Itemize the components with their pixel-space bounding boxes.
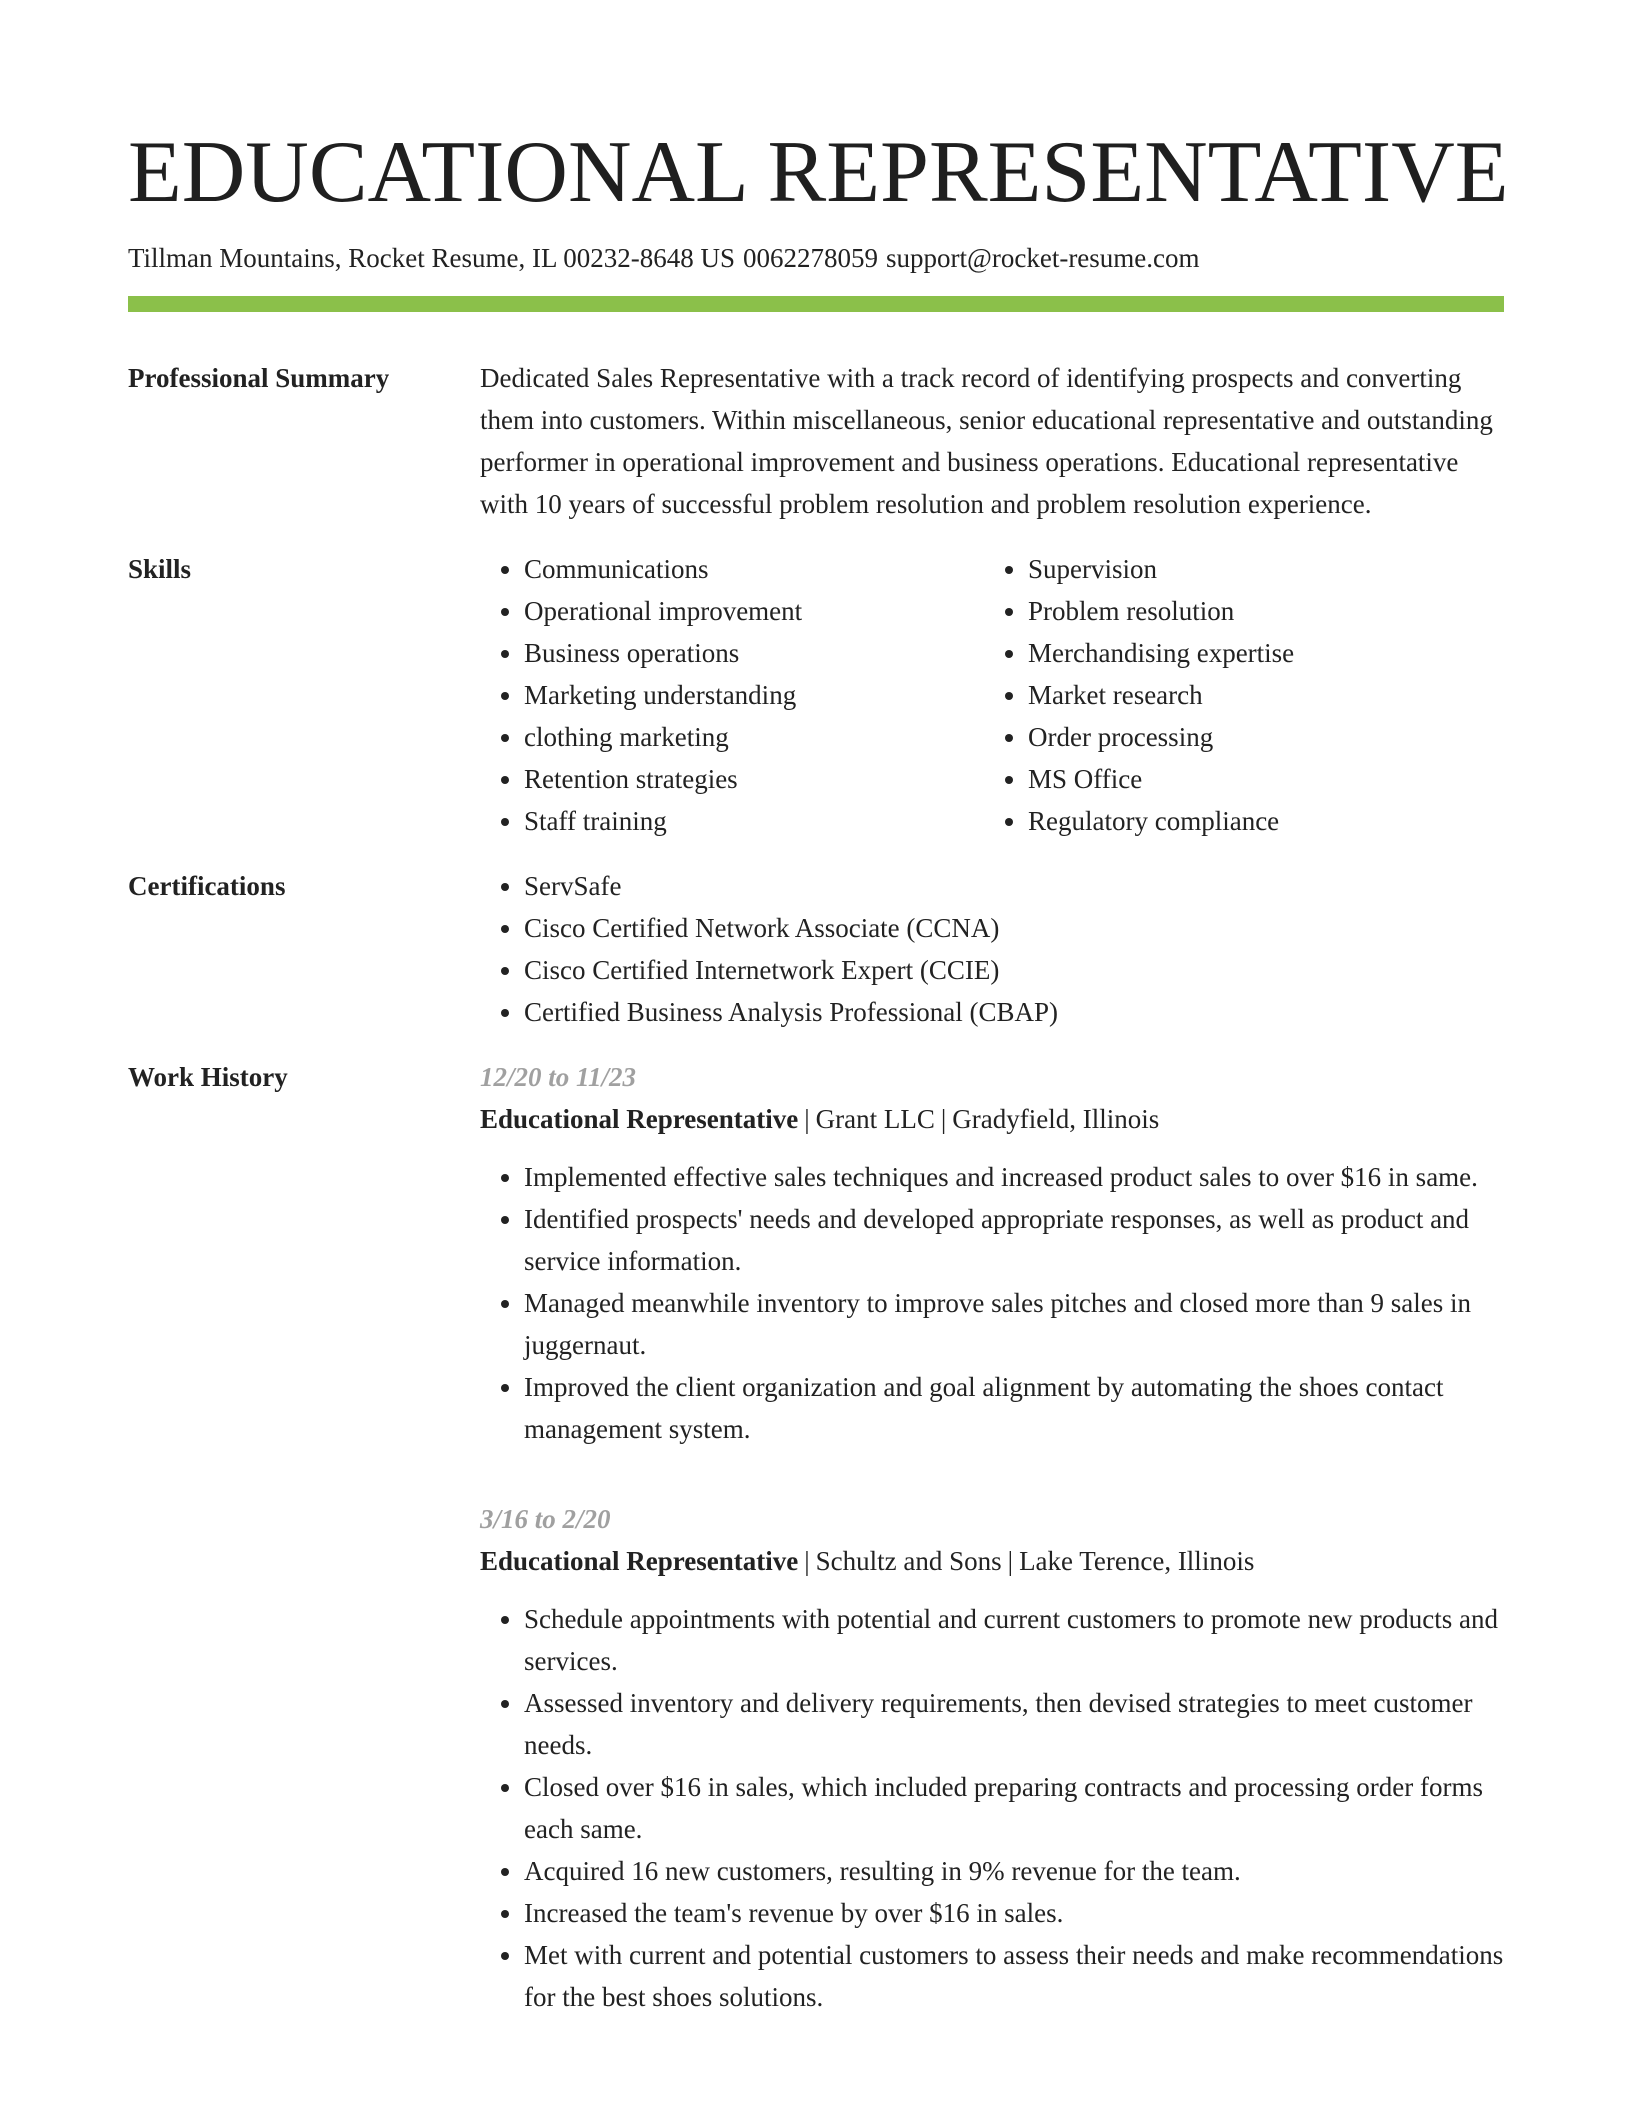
job-bullet: • Assessed inventory and delivery requirements, then devised strategies to meet customer needs. — [524, 1682, 1504, 1766]
skill-item: • Operational improvement — [524, 590, 984, 632]
contact-address: Tillman Mountains, Rocket Resume, IL 00232-8648 US — [128, 243, 735, 273]
skill-item: • Merchandising expertise — [1028, 632, 1488, 674]
skill-item: • Retention strategies — [524, 758, 984, 800]
job-company: Schultz and Sons — [815, 1546, 1002, 1576]
job-bullet: • Increased the team's revenue by over $16 in sales. — [524, 1892, 1504, 1934]
work-history-body — [480, 1056, 1504, 2066]
job-title: Educational Representative — [480, 1546, 799, 1576]
job-heading — [480, 1098, 1504, 1140]
certifications-title: Certifications — [128, 871, 286, 901]
skills-body — [480, 548, 1504, 842]
job-company: Grant LLC — [815, 1104, 935, 1134]
job-bullet: • Acquired 16 new customers, resulting in 9% revenue for the team. — [524, 1850, 1504, 1892]
job-bullet: • Schedule appointments with potential and current customers to promote new products and services. — [524, 1598, 1504, 1682]
job-location: Lake Terence, Illinois — [1019, 1546, 1255, 1576]
summary-body — [480, 357, 1504, 525]
skill-item: • clothing marketing — [524, 716, 984, 758]
job-separator: | — [804, 1546, 810, 1576]
skills-title: Skills — [128, 554, 192, 584]
skill-item: • Staff training — [524, 800, 984, 842]
job-heading — [480, 1540, 1504, 1582]
certification-item: • Certified Business Analysis Professional (CBAP) — [524, 991, 1504, 1033]
skill-item: • Marketing understanding — [524, 674, 984, 716]
work-history-title: Work History — [128, 1062, 288, 1092]
certifications-body — [480, 865, 1504, 1033]
job-location: Gradyfield, Illinois — [952, 1104, 1160, 1134]
certification-item: • Cisco Certified Internetwork Expert (CCIE) — [524, 949, 1504, 991]
job-separator: | — [804, 1104, 810, 1134]
skill-item: • Supervision — [1028, 548, 1488, 590]
certification-item: • Cisco Certified Network Associate (CCNA) — [524, 907, 1504, 949]
skill-item: • Communications — [524, 548, 984, 590]
contact-line — [128, 240, 1504, 276]
job-dates: 12/20 to 11/23 — [480, 1062, 637, 1092]
job-bullet: • Implemented effective sales techniques and increased product sales to over $16 in same. — [524, 1156, 1504, 1198]
contact-phone: 0062278059 — [743, 243, 878, 273]
skill-item: • Order processing — [1028, 716, 1488, 758]
job-bullet: • Closed over $16 in sales, which included preparing contracts and processing order forms each same. — [524, 1766, 1504, 1850]
resume-page — [128, 0, 1509, 2066]
skill-item: • Business operations — [524, 632, 984, 674]
job-entry — [480, 1498, 1504, 2018]
certification-item: • ServSafe — [524, 865, 1504, 907]
job-bullet: • Identified prospects' needs and developed appropriate responses, as well as product and service information. — [524, 1198, 1504, 1282]
work-history-section — [128, 1063, 1504, 2066]
job-title: Educational Representative — [480, 1104, 799, 1134]
job-bullet: • Managed meanwhile inventory to improve sales pitches and closed more than 9 sales in juggernaut. — [524, 1282, 1504, 1366]
header-divider — [128, 296, 1504, 312]
job-separator: | — [940, 1104, 947, 1134]
job-bullet: • Improved the client organization and goal alignment by automating the shoes contact management system. — [524, 1366, 1504, 1450]
skill-item: • Market research — [1028, 674, 1488, 716]
job-bullet: • Met with current and potential customers to assess their needs and make recommendations for the best shoes solutions. — [524, 1934, 1504, 2018]
job-entry — [480, 1056, 1504, 1450]
skills-section — [128, 555, 1504, 842]
summary-title: Professional Summary — [128, 363, 390, 393]
summary-section — [128, 364, 1504, 525]
candidate-name: EDUCATIONAL REPRESENTATIVE — [128, 124, 1509, 221]
contact-email: support@rocket-resume.com — [886, 243, 1200, 273]
job-bullets — [480, 1598, 1504, 2018]
job-bullets — [480, 1156, 1504, 1450]
skill-item: • Problem resolution — [1028, 590, 1488, 632]
skills-list-right — [984, 548, 1488, 842]
certifications-section — [128, 872, 1504, 1033]
job-separator: | — [1007, 1546, 1014, 1576]
certifications-list — [480, 865, 1504, 1033]
job-dates: 3/16 to 2/20 — [480, 1504, 611, 1534]
skill-item: • MS Office — [1028, 758, 1488, 800]
skills-list-left — [480, 548, 984, 842]
summary-text: Dedicated Sales Representative with a track record of identifying prospects and converting them into customers. Within miscellaneous, senior educational representative and outstanding performer in operational improvement and business operations. Educational representative with 10 years of successful problem resolution and problem resolution experience. — [480, 363, 1493, 519]
skill-item: • Regulatory compliance — [1028, 800, 1488, 842]
